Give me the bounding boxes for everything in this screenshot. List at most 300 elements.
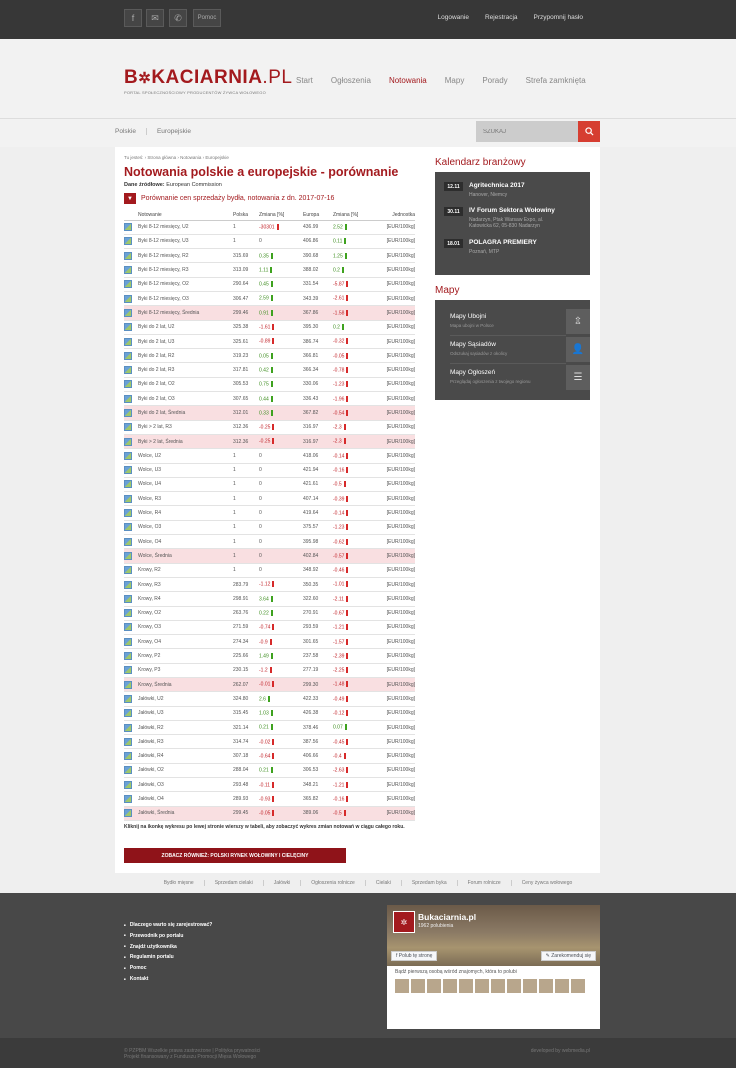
chart-icon[interactable] xyxy=(124,652,132,660)
nav-start[interactable]: Start xyxy=(296,76,313,85)
map-neighbors[interactable] xyxy=(444,337,590,364)
copyright-line: © PZPBM Wszelkie prawa zastrzeżone | Polityka prywatności xyxy=(124,1048,261,1054)
avatar[interactable] xyxy=(411,979,425,993)
table-row xyxy=(124,263,415,277)
trend-bar xyxy=(272,324,274,330)
change-cell xyxy=(259,263,303,277)
eu-price: 270.91 xyxy=(303,606,333,620)
unit: [EUR/100kg] xyxy=(373,220,415,234)
pl-price: 299.45 xyxy=(233,806,259,820)
trend-bar xyxy=(271,767,273,773)
compare-toggle[interactable] xyxy=(124,193,334,204)
table-row xyxy=(124,735,415,749)
unit: [EUR/100kg] xyxy=(373,392,415,406)
change-value: 0 xyxy=(259,481,262,488)
footer-links xyxy=(124,922,212,987)
trend-bar xyxy=(272,796,274,802)
footer-keyword-link[interactable]: Ogłoszenia rolnicze xyxy=(301,880,366,886)
pl-price: 315.45 xyxy=(233,706,259,720)
chart-icon[interactable] xyxy=(124,466,132,474)
chart-icon[interactable] xyxy=(124,581,132,589)
divider xyxy=(450,363,566,364)
chart-icon[interactable] xyxy=(124,595,132,603)
bottom-bar xyxy=(0,1038,736,1068)
pl-price: 1 xyxy=(233,520,259,534)
footer-link[interactable]: ■ Przewodnik po portalu xyxy=(124,933,212,944)
nav-closed-zone[interactable]: Strefa zamknięta xyxy=(525,76,586,85)
change-cell xyxy=(333,720,373,734)
trend-bar xyxy=(346,767,348,773)
table-row xyxy=(124,377,415,391)
chart-icon[interactable] xyxy=(124,766,132,774)
quote-name: Krowy, O3 xyxy=(138,620,233,634)
trend-bar xyxy=(271,610,273,616)
footer-keyword-link[interactable]: Forum rolnicze xyxy=(458,880,512,886)
quote-name: Wolce, R3 xyxy=(138,492,233,506)
calendar-event[interactable] xyxy=(444,239,584,259)
change-value: -0.74 xyxy=(259,624,271,631)
search-button[interactable] xyxy=(578,121,600,142)
compare-label: Porównanie cen sprzedaży bydła, notowania z dn. 2017-07-16 xyxy=(141,195,335,202)
change-value: 0 xyxy=(259,467,262,474)
unit: [EUR/100kg] xyxy=(373,577,415,591)
avatar[interactable] xyxy=(491,979,505,993)
change-cell xyxy=(333,763,373,777)
quote-name: Byki 8-12 miesięcy, R2 xyxy=(138,249,233,263)
change-value: -0.64 xyxy=(259,753,271,760)
eu-price: 426.38 xyxy=(303,706,333,720)
footer-link[interactable]: ■ Znajdź użytkownika xyxy=(124,944,212,955)
eu-price: 330.06 xyxy=(303,377,333,391)
change-cell xyxy=(333,806,373,820)
avatar[interactable] xyxy=(443,979,457,993)
phone-icon[interactable]: ✆ xyxy=(169,9,187,27)
table-row xyxy=(124,291,415,305)
footer-keyword-link[interactable]: Ceny żywca wołowego xyxy=(521,880,573,886)
trend-bar xyxy=(346,467,348,473)
quote-name: Jałówki, U3 xyxy=(138,706,233,720)
trend-bar xyxy=(271,310,273,316)
trend-bar xyxy=(272,739,274,745)
change-value: 0 xyxy=(259,495,262,502)
trend-bar xyxy=(270,267,272,273)
map-desc: Mapa ubojni w Polsce xyxy=(450,323,494,328)
nav-maps[interactable]: Mapy xyxy=(444,76,465,85)
table-row xyxy=(124,749,415,763)
pl-price: 299.46 xyxy=(233,306,259,320)
trend-bar xyxy=(270,639,272,645)
change-cell xyxy=(259,420,303,434)
eu-price: 378.46 xyxy=(303,720,333,734)
col-icon xyxy=(124,210,138,220)
chart-icon[interactable] xyxy=(124,395,132,403)
eu-price: 422.33 xyxy=(303,692,333,706)
change-value: 2.52 xyxy=(333,224,343,231)
developer-credit[interactable]: developed by webmedia.pl xyxy=(530,1048,590,1054)
trend-bar xyxy=(346,281,348,287)
change-cell xyxy=(259,234,303,248)
unit: [EUR/100kg] xyxy=(373,720,415,734)
trend-bar xyxy=(272,753,274,759)
chart-icon[interactable] xyxy=(124,523,132,531)
trend-bar xyxy=(344,810,346,816)
trend-bar xyxy=(344,424,346,430)
trend-bar xyxy=(344,753,346,759)
pl-price: 325.38 xyxy=(233,320,259,334)
trend-bar xyxy=(346,739,348,745)
quote-name: Wolce, U4 xyxy=(138,477,233,491)
pl-price: 306.47 xyxy=(233,291,259,305)
change-value: -1.61 xyxy=(259,324,271,331)
register-link[interactable]: Rejestracja xyxy=(484,14,518,21)
eu-price: 389.06 xyxy=(303,806,333,820)
change-value: -0.05 xyxy=(333,352,345,359)
chart-cell xyxy=(124,506,138,520)
avatar[interactable] xyxy=(555,979,569,993)
chart-icon[interactable] xyxy=(124,566,132,574)
chart-icon[interactable] xyxy=(124,409,132,417)
chart-cell xyxy=(124,377,138,391)
slaughterhouse-icon: ⇫ xyxy=(566,309,590,334)
site-tagline: PORTAL SPOŁECZNOŚCIOWY PRODUCENTÓW ŻYWCA WOŁOWEGO xyxy=(124,90,266,95)
calendar-event[interactable] xyxy=(444,207,584,233)
change-cell xyxy=(333,392,373,406)
change-cell xyxy=(259,563,303,577)
avatar[interactable] xyxy=(539,979,553,993)
change-cell xyxy=(259,778,303,792)
facebook-page-name[interactable]: Bukaciarnia.pl xyxy=(418,912,477,922)
avatar[interactable] xyxy=(507,979,521,993)
table-row xyxy=(124,792,415,806)
unit: [EUR/100kg] xyxy=(373,406,415,420)
pl-price: 225.66 xyxy=(233,649,259,663)
table-row xyxy=(124,620,415,634)
unit: [EUR/100kg] xyxy=(373,506,415,520)
chart-icon[interactable] xyxy=(124,280,132,288)
change-value: -5.87 xyxy=(333,281,345,288)
data-source: Dane źródłowe: European Commission xyxy=(124,182,222,188)
table-row xyxy=(124,477,415,491)
pl-price: 307.65 xyxy=(233,392,259,406)
change-value: -0.62 xyxy=(333,538,345,545)
chart-icon[interactable] xyxy=(124,295,132,303)
unit: [EUR/100kg] xyxy=(373,706,415,720)
quote-name: Byki do 2 lat, O3 xyxy=(138,392,233,406)
chart-cell xyxy=(124,778,138,792)
change-cell xyxy=(259,249,303,263)
quote-name: Byki 8-12 miesięcy, U2 xyxy=(138,220,233,234)
trend-bar xyxy=(346,410,348,416)
chart-icon[interactable] xyxy=(124,495,132,503)
quote-name: Wolce, O4 xyxy=(138,535,233,549)
chart-icon[interactable] xyxy=(124,795,132,803)
chart-icon[interactable] xyxy=(124,724,132,732)
change-cell xyxy=(333,735,373,749)
table-row xyxy=(124,320,415,334)
change-value: 0 xyxy=(259,524,262,531)
trend-bar xyxy=(346,338,348,344)
footer-keyword-link[interactable]: Sprzedam byka xyxy=(402,880,458,886)
account-links xyxy=(438,14,583,21)
chart-icon[interactable] xyxy=(124,338,132,346)
trend-bar xyxy=(346,567,348,573)
chart-icon[interactable] xyxy=(124,452,132,460)
change-cell xyxy=(259,377,303,391)
chart-cell xyxy=(124,649,138,663)
eu-price: 306.53 xyxy=(303,763,333,777)
avatar[interactable] xyxy=(395,979,409,993)
change-cell xyxy=(333,535,373,549)
chart-icon[interactable] xyxy=(124,423,132,431)
quote-name: Byki 8-12 miesięcy, Średnia xyxy=(138,306,233,320)
change-cell xyxy=(333,549,373,563)
change-value: 0 xyxy=(259,510,262,517)
change-value: -0.78 xyxy=(333,367,345,374)
login-link[interactable]: Logowanie xyxy=(437,14,469,21)
quote-name: Byki do 2 lat, R3 xyxy=(138,363,233,377)
change-cell xyxy=(259,363,303,377)
change-cell xyxy=(259,492,303,506)
table-row xyxy=(124,577,415,591)
bull-logo-icon[interactable]: ✲ xyxy=(393,911,415,933)
subnav-european[interactable]: Europejskie xyxy=(156,128,191,135)
unit: [EUR/100kg] xyxy=(373,249,415,263)
map-name: Mapy Ubojni xyxy=(450,313,487,320)
change-cell xyxy=(259,520,303,534)
mail-icon[interactable]: ✉ xyxy=(146,9,164,27)
unit: [EUR/100kg] xyxy=(373,349,415,363)
eu-price: 436.99 xyxy=(303,220,333,234)
footer-link[interactable]: ■ Dlaczego warto się zarejestrować? xyxy=(124,922,212,933)
chart-icon[interactable] xyxy=(124,752,132,760)
nav-advice[interactable]: Porady xyxy=(482,76,508,85)
chart-icon[interactable] xyxy=(124,709,132,717)
footer-link[interactable]: ■ Kontakt xyxy=(124,976,212,987)
eu-price: 367.86 xyxy=(303,306,333,320)
footer-link[interactable]: ■ Pomoc xyxy=(124,965,212,976)
change-cell xyxy=(333,291,373,305)
change-cell xyxy=(259,406,303,420)
chart-icon[interactable] xyxy=(124,681,132,689)
change-cell xyxy=(333,277,373,291)
trend-bar xyxy=(272,624,274,630)
change-cell xyxy=(333,306,373,320)
eu-price: 387.56 xyxy=(303,735,333,749)
chart-cell xyxy=(124,334,138,348)
chart-cell xyxy=(124,263,138,277)
eu-price: 348.92 xyxy=(303,563,333,577)
chart-icon[interactable] xyxy=(124,623,132,631)
eu-price: 418.06 xyxy=(303,449,333,463)
trend-bar xyxy=(271,653,273,659)
change-cell xyxy=(333,234,373,248)
chart-cell xyxy=(124,392,138,406)
change-cell xyxy=(333,792,373,806)
unit: [EUR/100kg] xyxy=(373,291,415,305)
map-slaughterhouses[interactable] xyxy=(444,309,590,336)
change-value: -0.4 xyxy=(333,753,342,760)
chart-cell xyxy=(124,492,138,506)
chart-icon[interactable] xyxy=(124,638,132,646)
chart-icon[interactable] xyxy=(124,266,132,274)
change-value: 0 xyxy=(259,238,262,245)
eu-price: 293.59 xyxy=(303,620,333,634)
chart-cell xyxy=(124,306,138,320)
event-name: POLAGRA PREMIERY xyxy=(469,239,537,246)
footer-keyword-link[interactable]: Jałówki xyxy=(264,880,301,886)
footer-keyword-link[interactable]: Sprzedam cielaki xyxy=(205,880,264,886)
pl-price: 305.53 xyxy=(233,377,259,391)
change-cell xyxy=(333,449,373,463)
change-value: 0.35 xyxy=(259,252,269,259)
chart-icon[interactable] xyxy=(124,809,132,817)
help-button[interactable]: Pomoc xyxy=(193,9,221,27)
map-ads[interactable] xyxy=(444,365,590,392)
chart-icon[interactable] xyxy=(124,223,132,231)
change-value: -1.23 xyxy=(333,524,345,531)
pl-price: 312.36 xyxy=(233,420,259,434)
change-value: 0 xyxy=(259,552,262,559)
chart-icon[interactable] xyxy=(124,666,132,674)
nav-quotes[interactable]: Notowania xyxy=(388,76,427,85)
chart-icon[interactable] xyxy=(124,738,132,746)
chart-icon[interactable] xyxy=(124,438,132,446)
unit: [EUR/100kg] xyxy=(373,434,415,448)
chart-icon[interactable] xyxy=(124,695,132,703)
calendar-event[interactable] xyxy=(444,182,584,202)
trend-bar xyxy=(270,667,272,673)
quote-name: Wolce, O3 xyxy=(138,520,233,534)
eu-price: 316.97 xyxy=(303,420,333,434)
avatar[interactable] xyxy=(459,979,473,993)
change-cell xyxy=(333,563,373,577)
change-cell xyxy=(259,692,303,706)
unit: [EUR/100kg] xyxy=(373,277,415,291)
trend-bar xyxy=(271,410,273,416)
chart-icon[interactable] xyxy=(124,380,132,388)
col-name: Notowanie xyxy=(138,210,233,220)
change-value: 1.49 xyxy=(259,653,269,660)
chart-icon[interactable] xyxy=(124,237,132,245)
footer-keyword-link[interactable]: Bydło mięsne xyxy=(154,880,205,886)
chart-icon[interactable] xyxy=(124,538,132,546)
change-cell xyxy=(259,320,303,334)
table-row xyxy=(124,563,415,577)
site-logo[interactable]: B✲KACIARNIA.PL xyxy=(124,67,293,88)
pl-price: 325.61 xyxy=(233,334,259,348)
change-cell xyxy=(333,606,373,620)
pl-price: 324.80 xyxy=(233,692,259,706)
facebook-like-button[interactable]: f Polub tę stronę xyxy=(391,951,437,961)
change-cell xyxy=(333,334,373,348)
footer-keyword-link[interactable]: Cielaki xyxy=(366,880,402,886)
table-row xyxy=(124,606,415,620)
chart-icon[interactable] xyxy=(124,480,132,488)
pl-price: 230.15 xyxy=(233,663,259,677)
pl-price: 293.48 xyxy=(233,778,259,792)
quote-name: Krowy, R3 xyxy=(138,577,233,591)
change-cell xyxy=(259,635,303,649)
change-cell xyxy=(259,506,303,520)
footer-link[interactable]: ■ Regulamin portalu xyxy=(124,954,212,965)
chart-icon[interactable] xyxy=(124,323,132,331)
change-cell xyxy=(259,763,303,777)
eu-price: 316.97 xyxy=(303,434,333,448)
change-value: -1.01 xyxy=(333,581,345,588)
avatar[interactable] xyxy=(427,979,441,993)
breadcrumb[interactable]: Tu jesteś: › Strona główna › Notowania › Europejskie xyxy=(124,155,229,160)
eu-price: 421.61 xyxy=(303,477,333,491)
change-cell xyxy=(333,620,373,634)
see-also-button[interactable]: ZOBACZ RÓWNIEŻ: POLSKI RYNEK WOŁOWINY I CIELĘCINY xyxy=(124,848,346,863)
unit: [EUR/100kg] xyxy=(373,592,415,606)
pl-price: 283.79 xyxy=(233,577,259,591)
chart-icon[interactable] xyxy=(124,366,132,374)
chart-icon[interactable] xyxy=(124,609,132,617)
change-value: -1.12 xyxy=(259,581,271,588)
change-cell xyxy=(259,463,303,477)
search-input[interactable] xyxy=(476,121,579,142)
change-value: 0.42 xyxy=(259,367,269,374)
unit: [EUR/100kg] xyxy=(373,377,415,391)
trend-bar xyxy=(344,238,346,244)
trend-bar xyxy=(271,710,273,716)
chart-icon[interactable] xyxy=(124,309,132,317)
change-value: 1.25 xyxy=(333,252,343,259)
change-cell xyxy=(259,678,303,692)
chart-icon[interactable] xyxy=(124,781,132,789)
change-cell xyxy=(333,263,373,277)
pl-price: 1 xyxy=(233,492,259,506)
unit: [EUR/100kg] xyxy=(373,363,415,377)
pl-price: 1 xyxy=(233,477,259,491)
quote-name: Jałówki, O2 xyxy=(138,763,233,777)
subnav-polish[interactable]: Polskie xyxy=(115,128,147,135)
chart-icon[interactable] xyxy=(124,552,132,560)
event-location: Katowicka 62, 05-830 Nadarzyn xyxy=(469,223,540,229)
change-value: 0.91 xyxy=(259,310,269,317)
change-value: 0.07 xyxy=(333,724,343,731)
quote-name: Byki > 2 lat, Średnia xyxy=(138,434,233,448)
avatar[interactable] xyxy=(571,979,585,993)
table-row xyxy=(124,592,415,606)
remind-password-link[interactable]: Przypomnij hasło xyxy=(533,14,583,21)
nav-ads[interactable]: Ogłoszenia xyxy=(330,76,371,85)
chart-icon[interactable] xyxy=(124,352,132,360)
facebook-friends-text: Bądź pierwszą osobą wśród znajomych, która to polubi xyxy=(395,969,517,975)
facebook-icon[interactable]: f xyxy=(124,9,142,27)
table-row xyxy=(124,778,415,792)
table-row xyxy=(124,349,415,363)
chart-icon[interactable] xyxy=(124,509,132,517)
change-cell xyxy=(333,477,373,491)
trend-bar xyxy=(346,796,348,802)
avatar[interactable] xyxy=(523,979,537,993)
change-cell xyxy=(259,220,303,234)
trend-bar xyxy=(346,381,348,387)
avatar[interactable] xyxy=(475,979,489,993)
change-cell xyxy=(333,692,373,706)
facebook-share-button[interactable]: ✎ Zarekomenduj się xyxy=(541,951,596,961)
table-row xyxy=(124,663,415,677)
unit: [EUR/100kg] xyxy=(373,463,415,477)
unit: [EUR/100kg] xyxy=(373,563,415,577)
quote-name: Jałówki, R4 xyxy=(138,749,233,763)
chart-cell xyxy=(124,291,138,305)
trend-bar xyxy=(272,681,274,687)
chart-icon[interactable] xyxy=(124,252,132,260)
table-row xyxy=(124,392,415,406)
